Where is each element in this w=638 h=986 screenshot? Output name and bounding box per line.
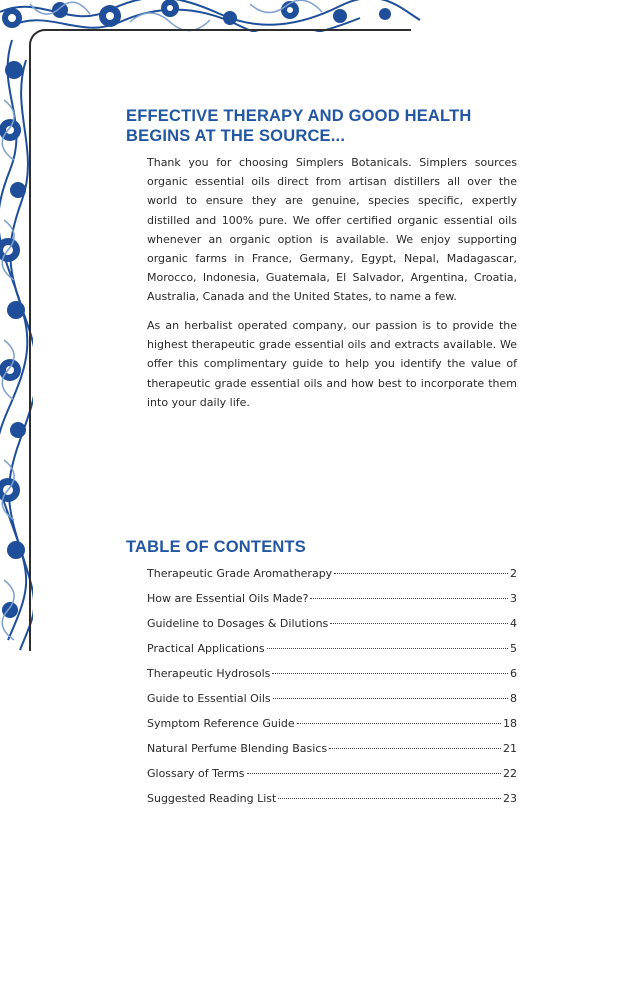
toc-leader-dots	[297, 722, 501, 724]
intro-paragraph-2: As an herbalist operated company, our passion is to provide the highest therapeutic grade essential oils and extracts available. We offer this complimentary guide to help you identify the value of therapeutic grade essential oils and how best to incorporate them into your daily life.	[147, 319, 517, 409]
toc-entry[interactable]	[147, 592, 517, 617]
toc-entry-page: 6	[510, 667, 517, 680]
toc-leader-dots	[310, 597, 508, 599]
toc-list	[147, 567, 517, 817]
toc-entry[interactable]	[147, 567, 517, 592]
toc-entry-page: 23	[503, 792, 517, 805]
toc-leader-dots	[247, 772, 501, 774]
toc-entry-page: 21	[503, 742, 517, 755]
toc-entry-title: Guide to Essential Oils	[147, 692, 271, 705]
toc-entry[interactable]	[147, 767, 517, 792]
toc-entry[interactable]	[147, 742, 517, 767]
toc-entry-page: 3	[510, 592, 517, 605]
toc-entry-page: 22	[503, 767, 517, 780]
toc-entry-title: Suggested Reading List	[147, 792, 277, 805]
intro-paragraph-1: Thank you for choosing Simplers Botanicals. Simplers sources organic essential oils direct from artisan distillers all over the world to ensure they are genuine, species specific, expertly distilled and 100% pure. We offer certified organic essential oils whenever an organic option is available. We enjoy supporting organic farms in France, Germany, Egypt, Nepal, Madagascar, Morocco, Indonesia, Guatemala, El Salvador, Argentina, Croatia, Australia, Canada and the United States, to name a few.	[147, 156, 517, 304]
toc-entry-page: 18	[503, 717, 517, 730]
toc-entry[interactable]	[147, 617, 517, 642]
toc-leader-dots	[273, 697, 508, 699]
intro-heading	[126, 106, 526, 146]
toc-leader-dots	[272, 672, 508, 674]
toc-heading: TABLE OF CONTENTS	[126, 538, 307, 556]
intro-heading-line-2: BEGINS AT THE SOURCE...	[126, 127, 346, 145]
toc-entry-title: How are Essential Oils Made?	[147, 592, 309, 605]
toc-entry[interactable]	[147, 692, 517, 717]
toc-leader-dots	[334, 572, 508, 574]
toc-entry-title: Guideline to Dosages & Dilutions	[147, 617, 329, 630]
toc-entry-title: Symptom Reference Guide	[147, 717, 295, 730]
toc-entry[interactable]	[147, 642, 517, 667]
toc-entry-page: 5	[510, 642, 517, 655]
toc-entry-page: 4	[510, 617, 517, 630]
toc-entry-title: Therapeutic Grade Aromatherapy	[147, 567, 333, 580]
toc-entry-title: Practical Applications	[147, 642, 265, 655]
toc-leader-dots	[330, 622, 508, 624]
toc-entry-page: 2	[510, 567, 517, 580]
toc-leader-dots	[267, 647, 508, 649]
toc-entry[interactable]	[147, 792, 517, 817]
toc-entry[interactable]	[147, 717, 517, 742]
toc-entry-page: 8	[510, 692, 517, 705]
toc-entry-title: Glossary of Terms	[147, 767, 245, 780]
toc-entry-title: Natural Perfume Blending Basics	[147, 742, 328, 755]
toc-entry-title: Therapeutic Hydrosols	[147, 667, 271, 680]
toc-leader-dots	[329, 747, 501, 749]
toc-entry[interactable]	[147, 667, 517, 692]
intro-heading-line-1: EFFECTIVE THERAPY AND GOOD HEALTH	[126, 107, 472, 125]
toc-leader-dots	[278, 797, 501, 799]
